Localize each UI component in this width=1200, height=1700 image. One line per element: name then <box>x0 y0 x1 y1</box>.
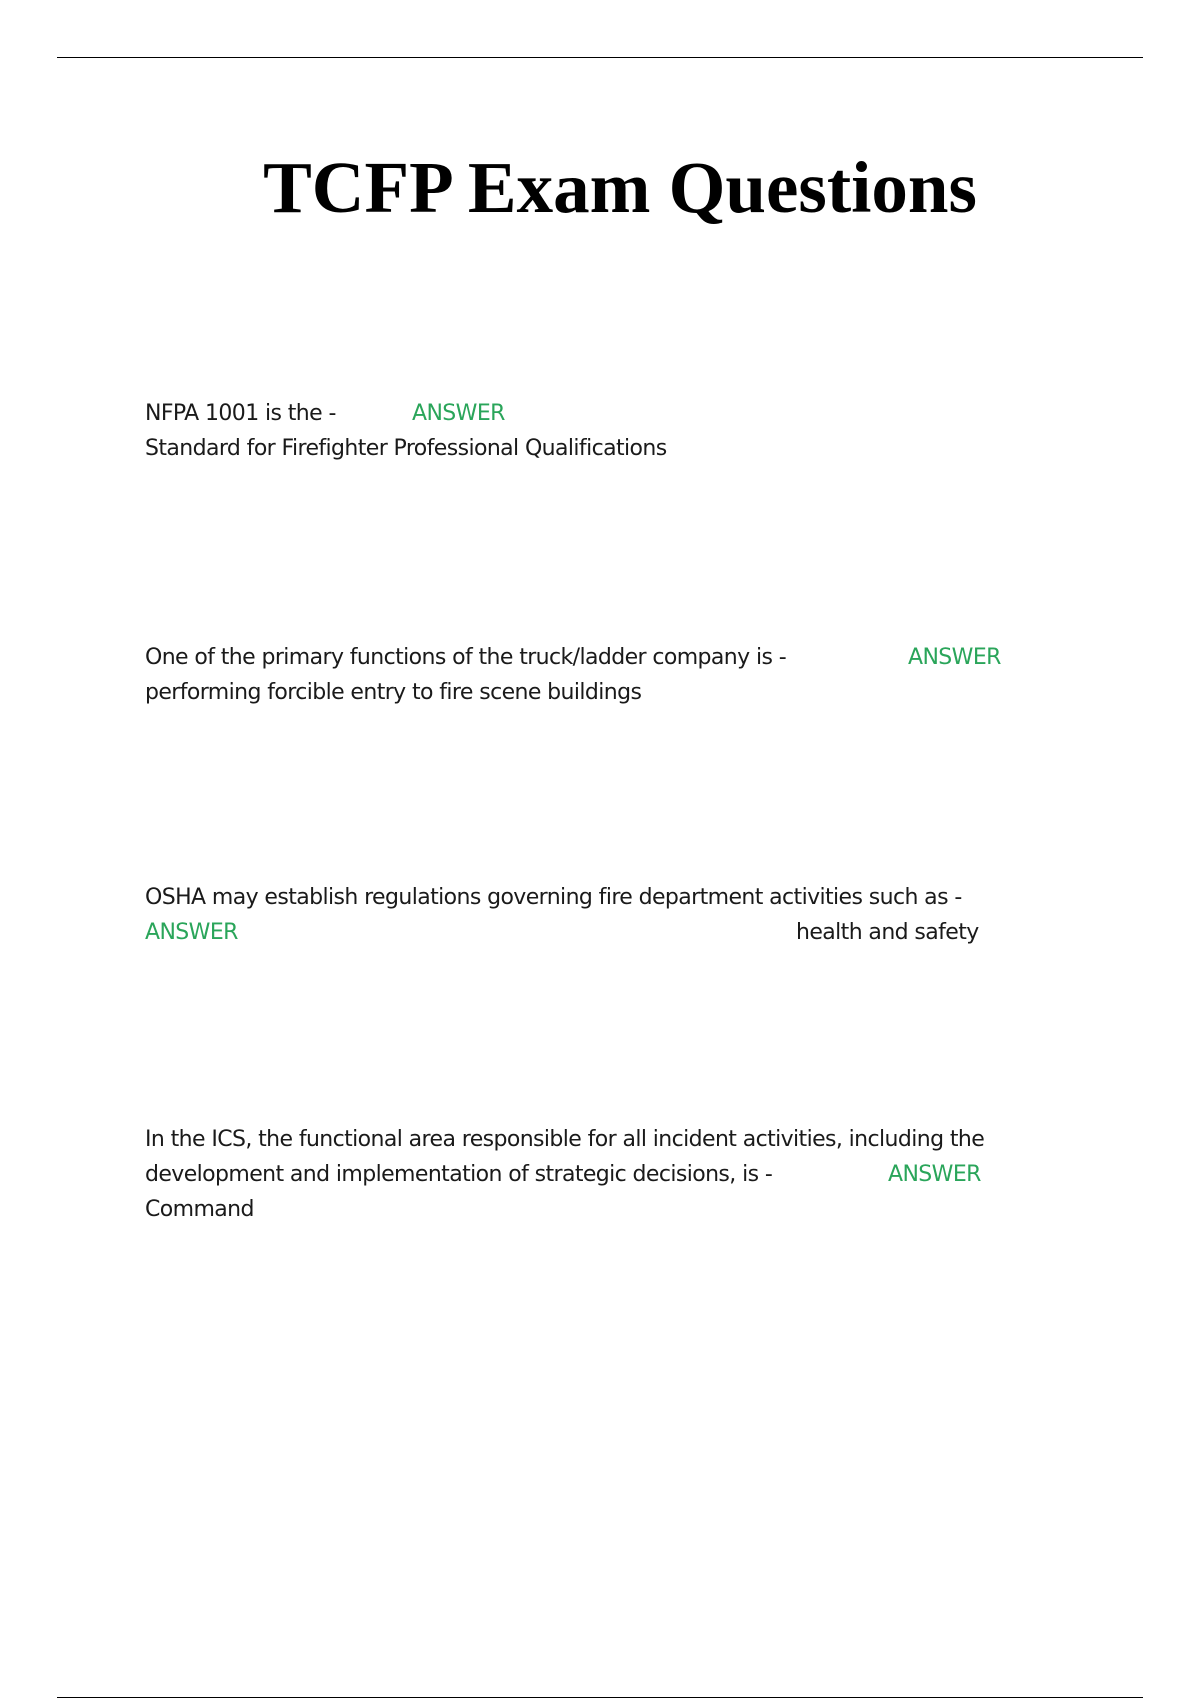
answer-label: ANSWER <box>908 645 1001 670</box>
answer-line <box>145 431 667 466</box>
footer-rule <box>57 1697 1143 1698</box>
question-line <box>145 880 962 915</box>
answer-text: Standard for Firefighter Professional Qualifications <box>145 436 667 461</box>
answer-line <box>145 915 979 950</box>
qa-item-2 <box>145 640 1001 710</box>
document-title: TCFP Exam Questions <box>263 147 977 228</box>
answer-text: performing forcible entry to fire scene buildings <box>145 680 642 705</box>
answer-text: health and safety <box>796 920 979 945</box>
header-rule <box>57 57 1143 58</box>
question-text: development and implementation of strategic decisions, is - <box>145 1162 773 1187</box>
answer-line <box>145 1192 984 1227</box>
answer-text: Command <box>145 1197 254 1222</box>
question-line <box>145 1157 984 1192</box>
question-text: OSHA may establish regulations governing fire department activities such as - <box>145 885 962 910</box>
question-text: One of the primary functions of the truck/ladder company is - <box>145 645 787 670</box>
answer-label: ANSWER <box>412 401 505 426</box>
answer-line <box>145 675 786 710</box>
answer-label: ANSWER <box>145 920 238 945</box>
qa-item-1 <box>145 396 667 466</box>
question-line <box>145 396 667 431</box>
answer-label: ANSWER <box>888 1162 981 1187</box>
qa-item-4 <box>145 1122 984 1227</box>
question-text: In the ICS, the functional area responsible for all incident activities, including the <box>145 1127 985 1152</box>
question-line <box>145 1122 984 1157</box>
qa-item-3 <box>145 880 979 950</box>
question-text: NFPA 1001 is the - <box>145 401 336 426</box>
question-line <box>145 640 1001 675</box>
